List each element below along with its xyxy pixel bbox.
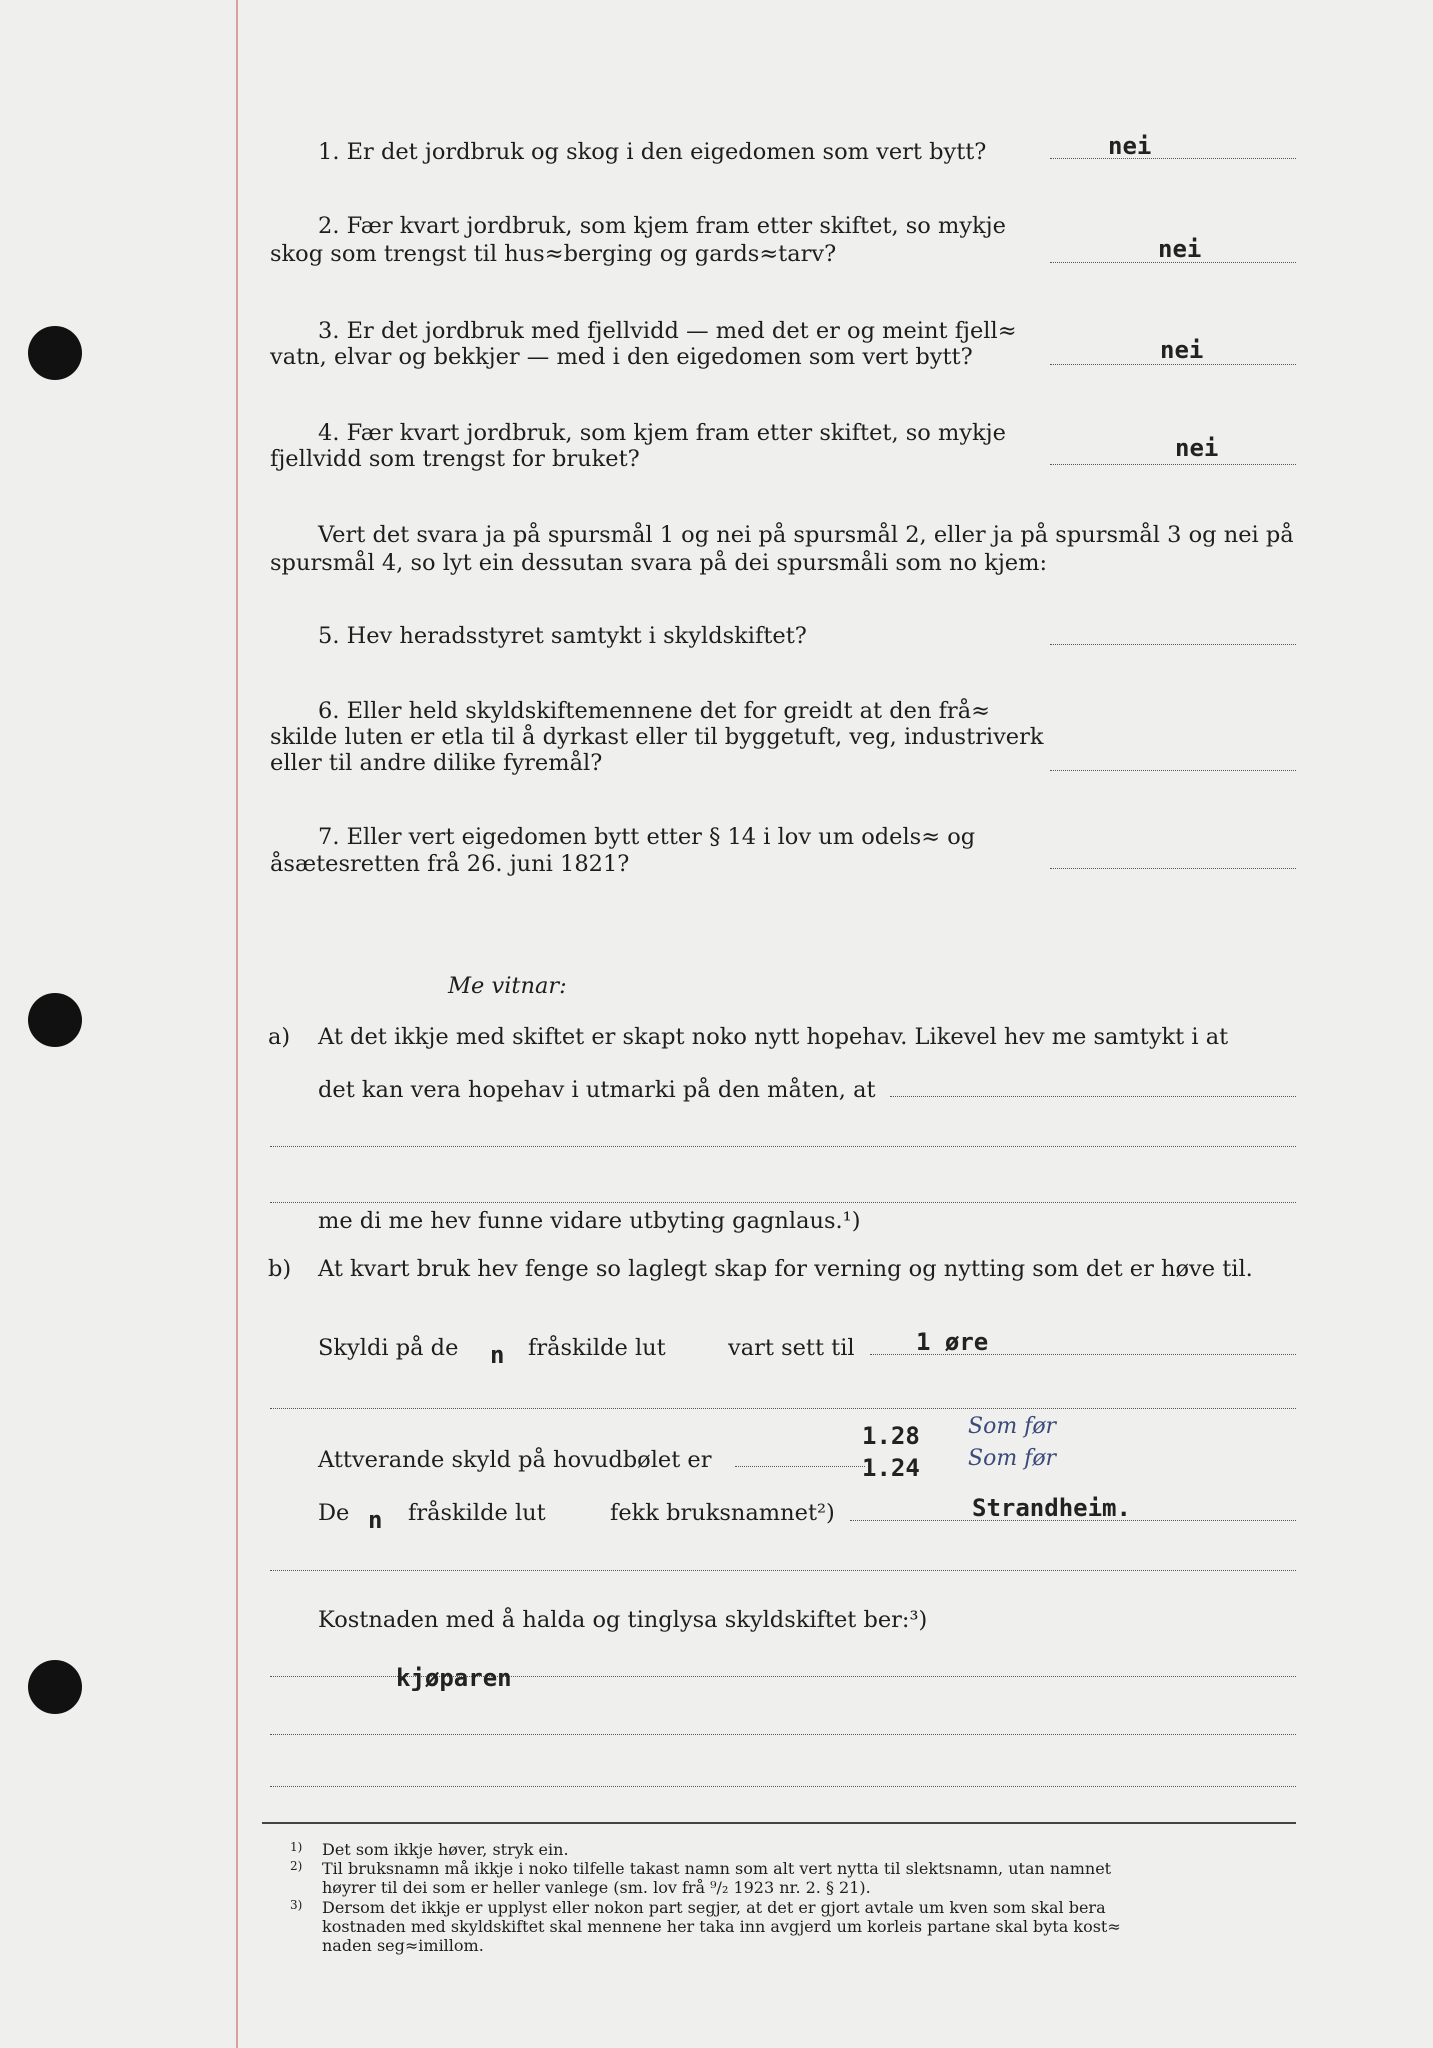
fill-line: [270, 1734, 1296, 1735]
item-a-line-1: At det ikkje med skiftet er skapt noko nytt hopehav. Likevel hev me samtykt i at: [318, 1024, 1229, 1050]
cost-value: kjøparen: [396, 1664, 512, 1692]
answer-1: nei: [1108, 132, 1152, 160]
footnote-3-line-3: naden seg≈imillom.: [322, 1936, 484, 1955]
fill-line: [270, 1786, 1296, 1787]
margin-line: [236, 0, 238, 2048]
footnote-3-line-1: Dersom det ikkje er upplyst eller nokon part segjer, at det er gjort avtale um kven som skal bera: [322, 1898, 1106, 1917]
question-4-line-1: 4. Fær kvart jordbruk, som kjem fram etter skiftet, so mykje: [318, 420, 1006, 446]
skyld-value: 1 øre: [916, 1328, 989, 1356]
attverande-value-1: 1.28: [862, 1422, 920, 1450]
question-5: 5. Hev heradsstyret samtykt i skyldskiftet?: [318, 623, 807, 649]
skyld-suffix: vart sett til: [728, 1335, 855, 1361]
instructions-line-1: Vert det svara ja på spursmål 1 og nei på spursmål 2, eller ja på spursmål 3 og nei på: [318, 522, 1294, 548]
question-2-line-1: 2. Fær kvart jordbruk, som kjem fram etter skiftet, so mykje: [318, 213, 1006, 239]
witness-heading: Me vitnar:: [448, 973, 567, 999]
footnote-3-line-2: kostnaden med skyldskiftet skal mennene her taka inn avgjerd um korleis partane skal byta kost≈: [322, 1917, 1121, 1936]
skyld-n: n: [490, 1341, 505, 1369]
item-a-line-2: det kan vera hopehav i utmarki på den måten, at: [318, 1077, 876, 1103]
footnote-rule: [262, 1822, 1296, 1824]
item-b-label: b): [268, 1256, 292, 1282]
footnote-2-number: 2): [290, 1859, 303, 1873]
punch-hole: [28, 326, 82, 380]
answer-line: [1050, 158, 1296, 159]
answer-3: nei: [1160, 336, 1204, 364]
fill-line: [735, 1466, 865, 1467]
item-b-line-1: At kvart bruk hev fenge so laglegt skap for verning og nytting som det er høve til.: [318, 1256, 1253, 1282]
question-3-line-2: vatn, elvar og bekkjer — med i den eigedomen som vert bytt?: [270, 344, 973, 370]
name-value: Strandheim.: [972, 1494, 1131, 1522]
question-3-line-1: 3. Er det jordbruk med fjellvidd — med det er og meint fjell≈: [318, 318, 1017, 344]
footnote-2-line-1: Til bruksnamn må ikkje i noko tilfelle takast namn som alt vert nytta til slektsnamn, utan namnet: [322, 1859, 1112, 1878]
skyld-mid: fråskilde lut: [528, 1335, 666, 1361]
footnote-1: Det som ikkje høver, stryk ein.: [322, 1840, 569, 1859]
question-7-line-1: 7. Eller vert eigedomen bytt etter § 14 i lov um odels≈ og: [318, 824, 976, 850]
question-6-line-1: 6. Eller held skyldskiftemennene det for greidt at den frå≈: [318, 698, 990, 724]
name-n: n: [368, 1506, 383, 1534]
handwritten-note-2: Som før: [968, 1446, 1057, 1471]
answer-line: [1050, 364, 1296, 365]
handwritten-note-1: Som før: [968, 1414, 1057, 1439]
footnote-3-number: 3): [290, 1898, 303, 1912]
question-4-line-2: fjellvidd som trengst for bruket?: [270, 446, 640, 472]
footnote-1-number: 1): [290, 1840, 303, 1854]
name-mid: fråskilde lut: [408, 1500, 546, 1526]
name-prefix: De: [318, 1500, 350, 1526]
answer-2: nei: [1158, 235, 1202, 263]
question-2-line-2: skog som trengst til hus≈berging og gards≈tarv?: [270, 241, 837, 267]
question-1: 1. Er det jordbruk og skog i den eigedomen som vert bytt?: [318, 139, 987, 165]
question-6-line-3: eller til andre dilike fyremål?: [270, 750, 603, 776]
answer-line: [1050, 868, 1296, 869]
punch-hole: [28, 993, 82, 1047]
question-7-line-2: åsætesretten frå 26. juni 1821?: [270, 851, 630, 877]
attverande-label: Attverande skyld på hovudbølet er: [318, 1447, 712, 1473]
fill-line: [270, 1570, 1296, 1571]
answer-4: nei: [1175, 434, 1219, 462]
fill-line: [270, 1146, 1296, 1147]
item-a-line-3: me di me hev funne vidare utbyting gagnlaus.¹): [318, 1208, 861, 1234]
fill-line: [270, 1408, 1296, 1409]
instructions-line-2: spursmål 4, so lyt ein dessutan svara på dei spursmåli som no kjem:: [270, 550, 1048, 576]
footnote-2-line-2: høyrer til dei som er heller vanlege (sm. lov frå ⁹/₂ 1923 nr. 2. § 21).: [322, 1878, 871, 1897]
question-6-line-2: skilde luten er etla til å dyrkast eller til byggetuft, veg, industriverk: [270, 724, 1044, 750]
fill-line: [890, 1096, 1296, 1097]
attverande-value-2: 1.24: [862, 1454, 920, 1482]
answer-line: [1050, 770, 1296, 771]
cost-label: Kostnaden med å halda og tinglysa skyldskiftet ber:³): [318, 1607, 928, 1633]
fill-line: [270, 1202, 1296, 1203]
answer-line: [1050, 644, 1296, 645]
name-suffix: fekk bruksnamnet²): [610, 1500, 835, 1526]
item-a-label: a): [268, 1024, 291, 1050]
answer-line: [1050, 464, 1296, 465]
skyld-prefix: Skyldi på de: [318, 1335, 459, 1361]
punch-hole: [28, 1660, 82, 1714]
